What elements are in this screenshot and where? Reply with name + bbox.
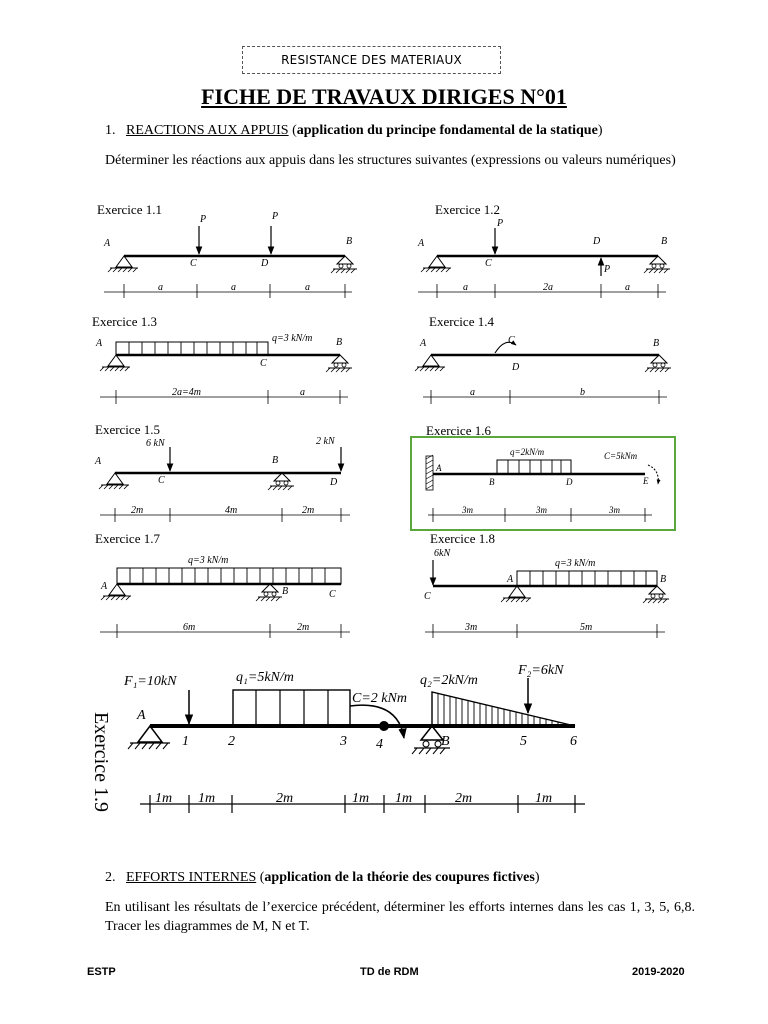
node-b: B (661, 236, 668, 247)
load-label-q1: q₁=5kN/m (236, 670, 294, 685)
exercise-title: Exercice 1.9 (90, 712, 112, 812)
point-2: 2 (228, 734, 235, 749)
node-b: B (660, 574, 667, 585)
dim-2: 3m (536, 505, 547, 515)
dim-1: 3m (465, 622, 478, 633)
dim-3: a (625, 282, 630, 293)
point-3: 3 (340, 734, 347, 749)
dim-3: 2m (302, 505, 315, 516)
dim-4: 1m (352, 791, 370, 806)
dim-1: 2a=4m (172, 387, 201, 398)
node-b: B (272, 455, 279, 466)
exercise-1-6 (411, 423, 675, 530)
section-1-paren-close: ) (597, 123, 603, 138)
moment-c: C=2 kNm (352, 691, 407, 706)
dim-2: 5m (580, 622, 593, 633)
load-label-p2: P (604, 264, 611, 275)
exercise-1-5 (94, 422, 350, 522)
footer-course: TD de RDM (360, 966, 419, 978)
load-label-f2: 2 kN (316, 436, 335, 447)
dim-2: 4m (225, 505, 238, 516)
exercise-title: Exercice 1.4 (429, 314, 494, 329)
course-header: RESISTANCE DES MATERIAUX (242, 46, 501, 74)
node-b: B (346, 236, 353, 247)
section-2-number: 2. (105, 870, 116, 885)
section-2-paren-open: ( (256, 870, 265, 885)
dim-1: 1m (155, 791, 173, 806)
dim-2: 2a (543, 282, 553, 293)
load-label-p1: P (200, 214, 207, 225)
section-2-subtitle: application de la théorie des coupures fictives (264, 870, 535, 885)
section-1-instruction: Déterminer les réactions aux appuis dans les structures suivantes (expressions ou valeurs numériques) (105, 153, 676, 168)
exercise-1-9 (90, 663, 585, 813)
node-b: B (282, 586, 289, 597)
load-q: q=2kN/m (510, 447, 545, 457)
dim-1: 2m (131, 505, 144, 516)
dim-2: a (231, 282, 236, 293)
dim-6: 2m (455, 791, 473, 806)
section-1-number: 1. (105, 123, 116, 138)
section-2-instruction: En utilisant les résultats de l’exercice précédent, déterminer les efforts internes dans les cas 1, 3, 5, 6,8. Tracer les diagrammes de M, N et T. (105, 900, 695, 934)
dim-2: 1m (198, 791, 216, 806)
node-c: C (260, 358, 267, 369)
dim-1: 6m (183, 622, 196, 633)
node-d: D (593, 236, 601, 247)
exercise-title: Exercice 1.5 (95, 422, 160, 437)
section-1-title: REACTIONS AUX APPUIS (126, 123, 289, 138)
node-c: C (329, 589, 336, 600)
exercise-1-8 (424, 531, 669, 638)
load-label-f: 6kN (434, 548, 451, 559)
footer-school: ESTP (87, 966, 116, 978)
node-a: A (137, 708, 146, 723)
exercise-1-2 (417, 202, 670, 298)
node-a: A (507, 574, 514, 585)
dim-2: a (300, 387, 305, 398)
section-1-paren-open: ( (288, 123, 297, 138)
node-c: C (158, 475, 165, 486)
exercise-title: Exercice 1.1 (97, 202, 162, 217)
load-label-f2: F₂=6kN (518, 663, 564, 678)
dim-7: 1m (535, 791, 553, 806)
dim-3: a (305, 282, 310, 293)
dim-3: 2m (276, 791, 294, 806)
load-q: q=3 kN/m (188, 555, 229, 566)
node-a: A (104, 238, 111, 249)
node-b: B (441, 734, 450, 749)
exercise-title: Exercice 1.8 (430, 531, 495, 546)
section-2-title: EFFORTS INTERNES (126, 870, 257, 885)
node-a: A (420, 338, 427, 349)
dim-5: 1m (395, 791, 413, 806)
point-4: 4 (376, 737, 383, 752)
node-d: D (512, 362, 520, 373)
section-2-paren-close: ) (534, 870, 540, 885)
dim-1: a (158, 282, 163, 293)
dim-1: a (463, 282, 468, 293)
load-label-p1: P (497, 218, 504, 229)
load-q: q=3 kN/m (555, 558, 596, 569)
dim-2: 2m (297, 622, 310, 633)
exercise-title: Exercice 1.2 (435, 202, 500, 217)
exercise-title: Exercice 1.7 (95, 531, 160, 546)
exercise-title: Exercice 1.6 (426, 423, 491, 438)
load-label-q2: q₂=2kN/m (420, 673, 478, 688)
node-d: D (566, 477, 573, 487)
node-c: C (424, 591, 431, 602)
point-1: 1 (182, 734, 189, 749)
point-6: 6 (570, 734, 577, 749)
node-b: B (489, 477, 495, 487)
node-a: A (95, 456, 102, 467)
node-b: B (336, 337, 343, 348)
node-c: C (485, 258, 492, 269)
section-2-heading (105, 870, 539, 886)
node-d: D (261, 258, 269, 269)
exercise-1-7 (95, 531, 350, 638)
node-a: A (436, 463, 442, 473)
dim-1: 3m (462, 505, 473, 515)
node-c: C (508, 335, 515, 346)
point-5: 5 (520, 734, 527, 749)
node-d: D (330, 477, 338, 488)
node-a: A (96, 338, 103, 349)
exercise-1-3 (92, 314, 352, 404)
node-a: A (418, 238, 425, 249)
load-label-f1: F₁=10kN (124, 674, 177, 689)
node-a: A (101, 581, 108, 592)
moment-c: C=5kNm (604, 451, 638, 461)
exercise-1-4 (415, 314, 671, 404)
page-title: FICHE DE TRAVAUX DIRIGES N°01 (201, 84, 567, 109)
exercise-1-1 (97, 202, 357, 298)
footer-year: 2019-2020 (632, 966, 685, 978)
dim-3: 3m (609, 505, 620, 515)
node-c: C (190, 258, 197, 269)
section-1-subtitle: application du principe fondamental de la statique (296, 123, 598, 138)
dim-2: b (580, 387, 585, 398)
load-label-f1: 6 kN (146, 438, 165, 449)
exercise-title: Exercice 1.3 (92, 314, 157, 329)
node-b: B (653, 338, 660, 349)
node-e: E (643, 476, 649, 486)
load-q: q=3 kN/m (272, 333, 313, 344)
dim-1: a (470, 387, 475, 398)
load-label-p2: P (272, 211, 279, 222)
